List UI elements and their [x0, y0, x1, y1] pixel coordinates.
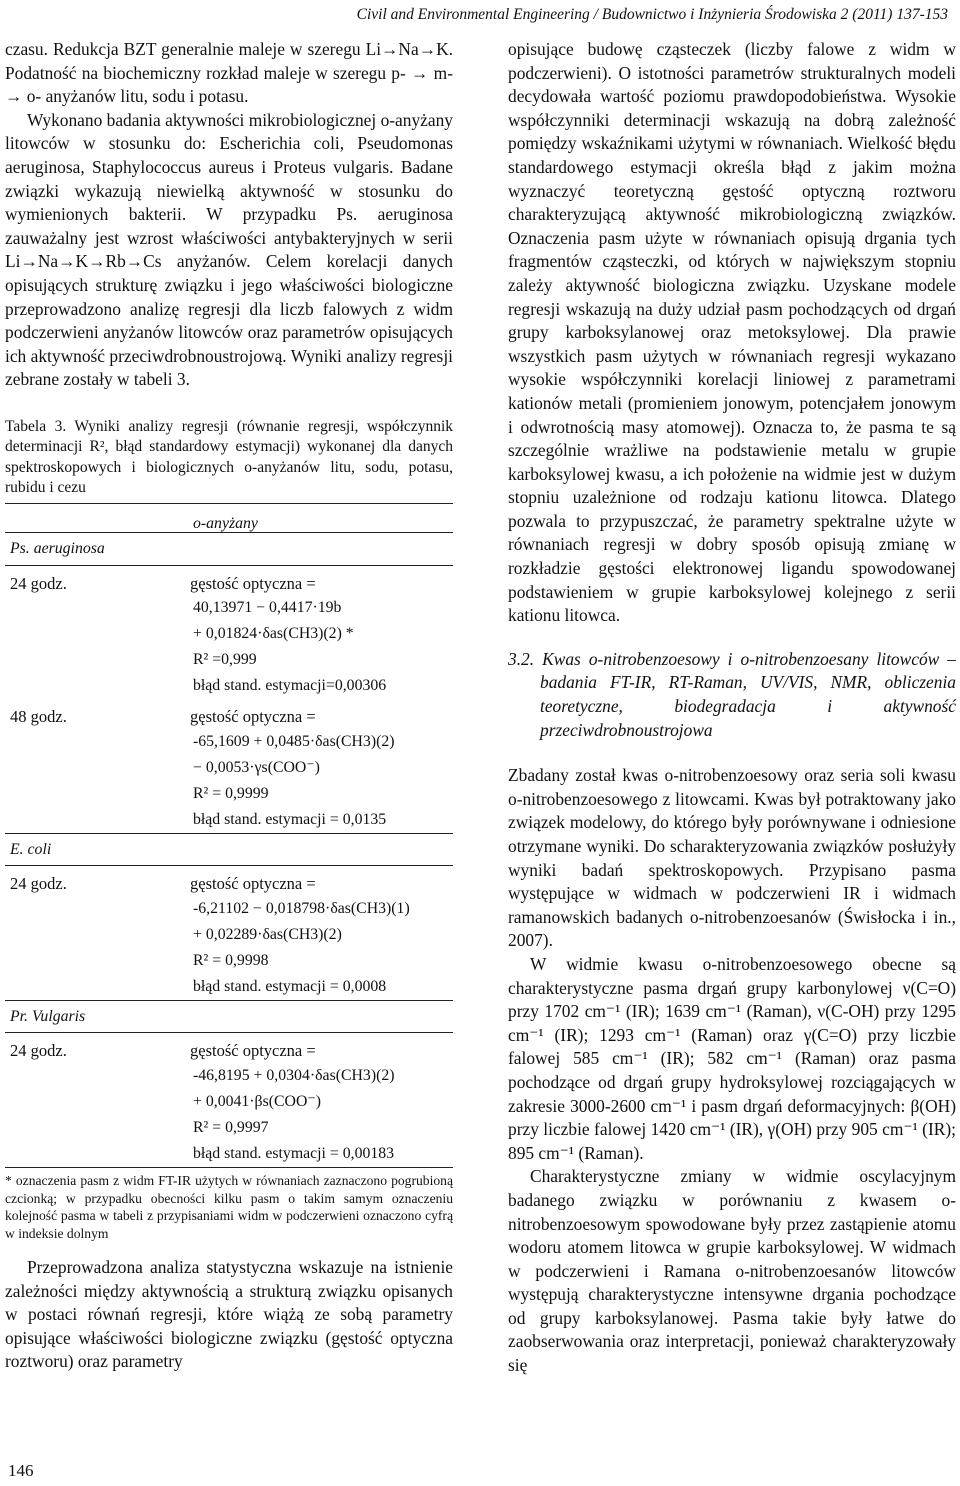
left-column — [5, 38, 453, 1374]
paragraph: W widmie kwasu o-nitrobenzoesowego obecne są charakterystyczne pasma drgań grupy karbonylowej ν(C=O) przy 1702 cm⁻¹ (IR); 1639 cm⁻¹ (Raman), ν(C-OH) przy 1295 cm⁻¹ (IR); 1293 cm⁻¹ (Raman) oraz γ(C=O) przy liczbie falowej 585 cm⁻¹ (IR); 582 cm⁻¹ (Raman) oraz pasma pochodzące od drgań grupy hydroksylowej rozciągających w zakresie 3000-2600 cm⁻¹ i pasm drgań deformacyjnych: β(OH) przy liczbie falowej 1420 cm⁻¹ (IR), γ(OH) przy 905 cm⁻¹ (IR); 895 cm⁻¹ (Raman). — [508, 953, 956, 1163]
regression-table — [5, 503, 453, 1168]
table-footnote: * oznaczenia pasm z widm FT-IR użytych w równaniach zaznaczono pogrubioną czcionką; w przypadku obecności kilku pasm o takim samym oznaczeniu kolejność pasma w tabeli z przypisaniami widm w podczerwieni oznaczono cyfrą w indeksie dolnym — [5, 1173, 453, 1241]
species-label: E. coli — [5, 833, 453, 867]
right-column — [508, 38, 956, 1378]
time-cell: 24 godz. — [10, 1041, 67, 1061]
equation-line: 40,13971 − 0,4417·19b — [193, 599, 342, 617]
equation-lines — [5, 1063, 453, 1167]
equation-line: + 0,01824·δas(CH3)(2) * — [193, 625, 354, 643]
equation-line: R² = 0,9999 — [193, 784, 269, 802]
equation-lhs: gęstość optyczna = — [190, 1041, 316, 1061]
spacer — [5, 1242, 453, 1256]
paragraph: czasu. Redukcja BZT generalnie maleje w szeregu Li→Na→K. Podatność na biochemiczny rozkład maleje w szeregu p- → m- → o- anyżanów litu, sodu i potasu. — [5, 39, 453, 107]
equation-line: -65,1609 + 0,0485·δas(CH3)(2) — [193, 732, 395, 750]
table-row — [5, 566, 453, 596]
paragraph: Zbadany został kwas o-nitrobenzoesowy oraz seria soli kwasu o-nitrobenzoesowego z litowcami. Kwas był potraktowany jako związek modelowy, do którego były porównywane i odniesione otrzymane wyniki. Do scharakteryzowania związków posłużyły wyniki badań spektroskopowych. Przypisano pasma występujące w widmach w podczerwieni IR i widmach ramanowskich badanych o-nitrobenzoesanów (Świsłocka i in., 2007). — [508, 765, 956, 951]
time-cell: 24 godz. — [10, 874, 67, 894]
paragraph: Wykonano badania aktywności mikrobiologicznej o-anyżany litowców w stosunku do: Escherichia coli, Pseudomonas aeruginosa, Staphylococcus aureus i Proteus vulgaris. Badane związki wykazują niewielką aktywność w stosunku do wymienionych bakterii. W przypadku Ps. aeruginosa zauważalny jest wzrost właściwości antybakteryjnych w serii Li→Na→K→Rb→Cs anyżanów. Celem korelacji danych opisujących strukturę związku i jego właściwości biologiczne przeprowadzono analizę regresji dla liczb falowych z widm podczerwieni anyżanów litowców oraz parametrów opisujących ich aktywność przeciwdrobnoustrojową. Wyniki analizy regresji zebrane zostały w tabeli 3. — [5, 109, 453, 390]
species-label: Ps. aeruginosa — [5, 533, 453, 566]
equation-line: R² =0,999 — [193, 651, 257, 669]
table-row — [5, 1033, 453, 1063]
equation-lines — [5, 896, 453, 1000]
equation-line: błąd stand. estymacji=0,00306 — [193, 677, 387, 695]
equation-line: − 0,0053·γs(COO⁻) — [193, 758, 320, 776]
equation-lhs: gęstość optyczna = — [190, 874, 316, 894]
paragraph: opisujące budowę cząsteczek (liczby falowe z widm w podczerwieni). O istotności parametrów strukturalnych modeli decydowała wartość poziomu prawdopodobieństwa. Wysokie współczynniki determinacji wskazują na dobrą zależność pomiędzy wskaźnikami użytymi w równaniach. Wielkość błędu standardowego estymacji określa błąd z jakim można wyznaczyć teoretyczną gęstość optyczną roztworu charakteryzującą aktywność mikrobiologiczną związków. Oznaczenia pasm użyte w równaniach opisują drgania tych fragmentów cząsteczki, od których w największym stopniu zależy aktywność biologiczna związku. Uzyskane modele regresji wskazują na duży udział pasm pochodzących od drgań grupy karboksylanowej oraz metoksylowej. Dla prawie wszystkich pasm użytych w równaniach regresji wykazano wysokie współczynniki korelacji liniowej z parametrami kationów metali (promieniem jonowym, potencjałem jonowym i odwrotnością masy atomowej). Oznacza to, że pasma te są szczególnie wrażliwe na podstawienie metalu w grupie karboksylowej kwasu, a ich położenie na widmie jest w dużym stopniu uzależnione od rodzaju kationu litowca. Dlatego pozwala to przypuszczać, że parametry spektralne użyte w równaniach regresji w dobry sposób opisują zmianę w rozkładzie gęstości elektronowej ligandu spowodowanej podstawieniem w grupie karboksylowej kolejnego z serii kationu litowca. — [508, 39, 956, 626]
equation-line: -6,21102 − 0,018798·δas(CH3)(1) — [193, 899, 410, 917]
running-header: Civil and Environmental Engineering / Budownictwo i Inżynieria Środowiska 2 (2011) 137-153 — [356, 6, 948, 23]
table-caption: Tabela 3. Wyniki analizy regresji (równanie regresji, współczynnik determinacji R², błąd standardowy estymacji) wykonanej dla danych spektroskopowych i biologicznych o-anyżanów litu, sodu, potasu, rubidu i cezu — [5, 417, 453, 497]
equation-line: + 0,02289·δas(CH3)(2) — [193, 925, 342, 943]
equation-line: R² = 0,9997 — [193, 1119, 269, 1137]
equation-line: R² = 0,9998 — [193, 951, 269, 969]
equation-line: błąd stand. estymacji = 0,00183 — [193, 1145, 395, 1163]
time-cell: 48 godz. — [10, 707, 67, 727]
page-number: 146 — [8, 1461, 34, 1480]
table-row — [5, 866, 453, 896]
section-heading: 3.2. Kwas o-nitrobenzoesowy i o-nitrobenzoesany litowców – badania FT-IR, RT-Raman, UV/VIS, NMR, obliczenia teoretyczne, biodegradacja i aktywność przeciwdrobnoustrojowa — [508, 648, 956, 740]
equation-line: błąd stand. estymacji = 0,0008 — [193, 977, 387, 995]
table-row — [5, 699, 453, 729]
spacer — [508, 742, 956, 764]
equation-lhs: gęstość optyczna = — [190, 573, 316, 593]
equation-line: -46,8195 + 0,0304·δas(CH3)(2) — [193, 1067, 395, 1085]
spacer — [5, 392, 453, 415]
equation-lines — [5, 595, 453, 699]
equation-lines — [5, 729, 453, 833]
species-label: Pr. Vulgaris — [5, 1000, 453, 1034]
time-cell: 24 godz. — [10, 573, 67, 593]
equation-lhs: gęstość optyczna = — [190, 707, 316, 727]
paragraph: Przeprowadzona analiza statystyczna wskazuje na istnienie zależności między aktywnością a strukturą związku opisanych w postaci równań regresji, które wiążą ze sobą parametry opisujące właściwości biologiczne związku (gęstość optyczna roztworu) oraz parametry — [5, 1257, 453, 1372]
spacer — [508, 628, 956, 648]
equation-line: błąd stand. estymacji = 0,0135 — [193, 810, 387, 828]
equation-line: + 0,0041·βs(COO⁻) — [193, 1093, 321, 1111]
table-header-row — [5, 504, 453, 533]
paragraph: Charakterystyczne zmiany w widmie oscylacyjnym badanego związku w porównaniu z kwasem o-nitrobenzoesowym spowodowane były przez zastąpienie atomu wodoru atomem litowca w grupie karboksylowej. W widmach w podczerwieni i Ramana o-nitrobenzoesanów litowców występują charakterystyczne intensywne drgania pochodzące od grupy karboksylanowej. Pasma takie były łatwe do zaobserwowania oraz interpretacji, ponieważ charakteryzowały się — [508, 1166, 956, 1376]
table-header-cell: o-anyżany — [193, 514, 258, 532]
